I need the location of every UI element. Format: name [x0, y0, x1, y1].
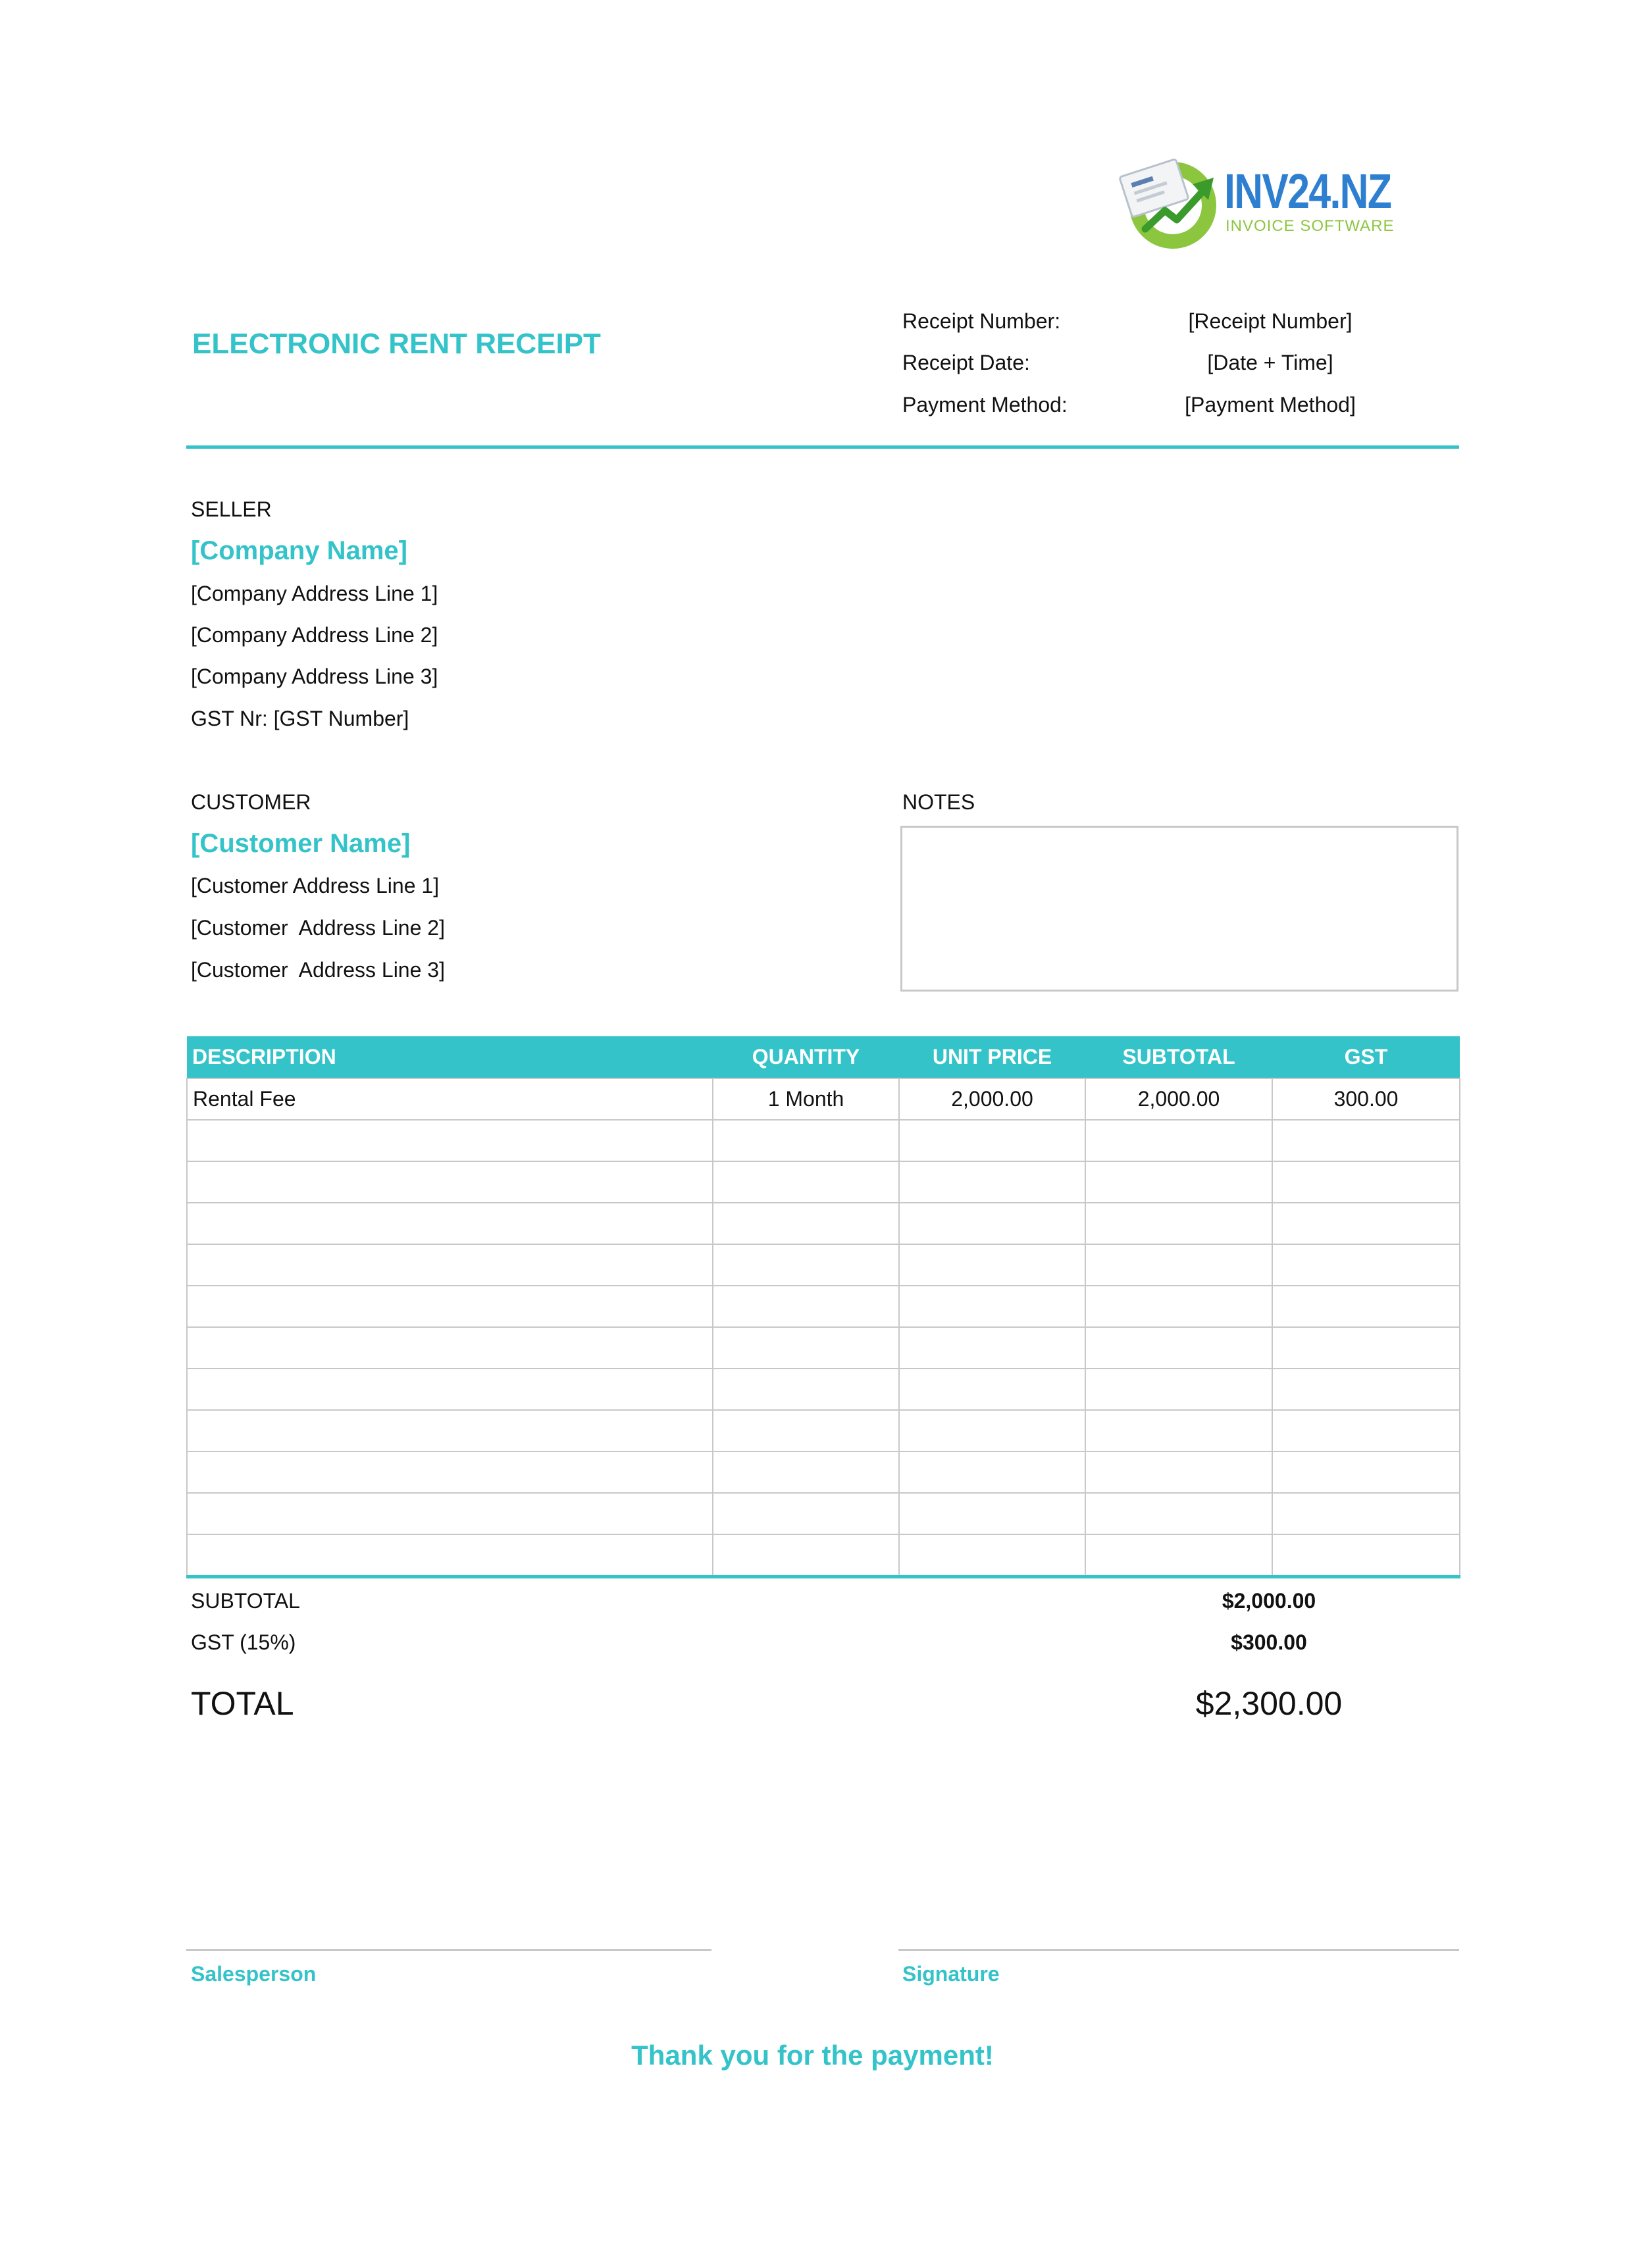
table-row: [187, 1493, 1460, 1534]
brand-logo: [1119, 151, 1428, 250]
cell-description: [187, 1451, 713, 1493]
cell-subtotal: [1085, 1286, 1272, 1327]
cell-unit-price: [899, 1410, 1085, 1451]
table-row: [187, 1327, 1460, 1369]
total-value: $2,300.00: [1195, 1685, 1343, 1722]
cell-gst: [1272, 1451, 1460, 1493]
cell-description: [187, 1327, 713, 1369]
customer-address-line-2: [Customer Address Line 2]: [191, 916, 445, 940]
notes-box[interactable]: [900, 826, 1458, 992]
seller-heading: SELLER: [191, 497, 272, 521]
cell-quantity: [713, 1534, 899, 1577]
cell-subtotal: [1085, 1534, 1272, 1577]
cell-description: [187, 1244, 713, 1286]
cell-quantity: [713, 1203, 899, 1244]
page-title: ELECTRONIC RENT RECEIPT: [192, 328, 601, 360]
cell-description: [187, 1161, 713, 1203]
chart-arrow-icon: [1119, 151, 1218, 250]
cell-subtotal: [1085, 1203, 1272, 1244]
cell-quantity: 1 Month: [713, 1078, 899, 1120]
customer-heading: CUSTOMER: [191, 790, 311, 814]
logo-tagline: INVOICE SOFTWARE: [1225, 217, 1395, 235]
cell-description: Rental Fee: [187, 1078, 713, 1120]
column-header-description: DESCRIPTION: [187, 1036, 713, 1078]
payment-method-value: [Payment Method]: [1185, 393, 1356, 416]
table-row: [187, 1534, 1460, 1577]
cell-gst: [1272, 1327, 1460, 1369]
cell-description: [187, 1286, 713, 1327]
customer-address-line-3: [Customer Address Line 3]: [191, 958, 445, 982]
cell-quantity: [713, 1369, 899, 1410]
table-row: [187, 1203, 1460, 1244]
cell-description: [187, 1120, 713, 1161]
cell-gst: [1272, 1493, 1460, 1534]
subtotal-label: SUBTOTAL: [191, 1589, 300, 1613]
cell-subtotal: [1085, 1244, 1272, 1286]
signature-label: Signature: [902, 1962, 1000, 1986]
cell-unit-price: [899, 1369, 1085, 1410]
table-row: [187, 1244, 1460, 1286]
cell-quantity: [713, 1161, 899, 1203]
table-header-row: [187, 1036, 1460, 1078]
receipt-number-value: [Receipt Number]: [1188, 309, 1353, 333]
receipt-date-label: Receipt Date:: [902, 351, 1030, 374]
cell-gst: [1272, 1161, 1460, 1203]
cell-description: [187, 1534, 713, 1577]
cell-unit-price: [899, 1286, 1085, 1327]
cell-subtotal: 2,000.00: [1085, 1078, 1272, 1120]
cell-unit-price: [899, 1534, 1085, 1577]
seller-address-line-2: [Company Address Line 2]: [191, 623, 438, 647]
notes-heading: NOTES: [902, 790, 975, 814]
cell-gst: [1272, 1410, 1460, 1451]
cell-subtotal: [1085, 1369, 1272, 1410]
cell-description: [187, 1410, 713, 1451]
receipt-number-label: Receipt Number:: [902, 309, 1061, 333]
column-header-gst: GST: [1272, 1036, 1460, 1078]
table-row: [187, 1161, 1460, 1203]
seller-gst-number: GST Nr: [GST Number]: [191, 707, 409, 730]
cell-description: [187, 1369, 713, 1410]
cell-quantity: [713, 1410, 899, 1451]
cell-subtotal: [1085, 1120, 1272, 1161]
column-header-quantity: QUANTITY: [713, 1036, 899, 1078]
cell-subtotal: [1085, 1410, 1272, 1451]
seller-address-line-1: [Company Address Line 1]: [191, 582, 438, 605]
seller-company-name: [Company Name]: [191, 536, 407, 565]
header-divider: [186, 445, 1459, 449]
cell-unit-price: [899, 1244, 1085, 1286]
thank-you-message: Thank you for the payment!: [631, 2040, 994, 2071]
subtotal-value: $2,000.00: [1222, 1589, 1316, 1613]
signature-line: [898, 1949, 1459, 1951]
cell-unit-price: 2,000.00: [899, 1078, 1085, 1120]
cell-quantity: [713, 1451, 899, 1493]
cell-subtotal: [1085, 1451, 1272, 1493]
table-row: [187, 1410, 1460, 1451]
cell-gst: [1272, 1203, 1460, 1244]
cell-subtotal: [1085, 1161, 1272, 1203]
cell-unit-price: [899, 1120, 1085, 1161]
column-header-unit-price: UNIT PRICE: [899, 1036, 1085, 1078]
customer-address-line-1: [Customer Address Line 1]: [191, 874, 440, 897]
cell-gst: [1272, 1286, 1460, 1327]
cell-quantity: [713, 1244, 899, 1286]
table-row: [187, 1120, 1460, 1161]
table-row: [187, 1451, 1460, 1493]
gst-label: GST (15%): [191, 1630, 296, 1654]
cell-gst: [1272, 1534, 1460, 1577]
gst-value: $300.00: [1231, 1630, 1307, 1654]
cell-unit-price: [899, 1161, 1085, 1203]
table-row: [187, 1078, 1460, 1120]
cell-description: [187, 1493, 713, 1534]
cell-quantity: [713, 1327, 899, 1369]
salesperson-signature-line: [186, 1949, 711, 1951]
items-table: [186, 1036, 1460, 1578]
table-row: [187, 1369, 1460, 1410]
cell-quantity: [713, 1120, 899, 1161]
payment-method-label: Payment Method:: [902, 393, 1068, 416]
cell-subtotal: [1085, 1327, 1272, 1369]
cell-unit-price: [899, 1451, 1085, 1493]
customer-name: [Customer Name]: [191, 829, 411, 858]
receipt-date-value: [Date + Time]: [1207, 351, 1333, 374]
cell-gst: [1272, 1120, 1460, 1161]
cell-unit-price: [899, 1493, 1085, 1534]
table-row: [187, 1286, 1460, 1327]
column-header-subtotal: SUBTOTAL: [1085, 1036, 1272, 1078]
cell-unit-price: [899, 1203, 1085, 1244]
cell-gst: 300.00: [1272, 1078, 1460, 1120]
cell-quantity: [713, 1286, 899, 1327]
cell-quantity: [713, 1493, 899, 1534]
logo-brand-text: INV24.NZ: [1224, 164, 1391, 218]
total-label: TOTAL: [191, 1685, 294, 1722]
cell-unit-price: [899, 1327, 1085, 1369]
cell-subtotal: [1085, 1493, 1272, 1534]
cell-gst: [1272, 1369, 1460, 1410]
cell-gst: [1272, 1244, 1460, 1286]
salesperson-label: Salesperson: [191, 1962, 317, 1986]
seller-address-line-3: [Company Address Line 3]: [191, 665, 438, 688]
cell-description: [187, 1203, 713, 1244]
